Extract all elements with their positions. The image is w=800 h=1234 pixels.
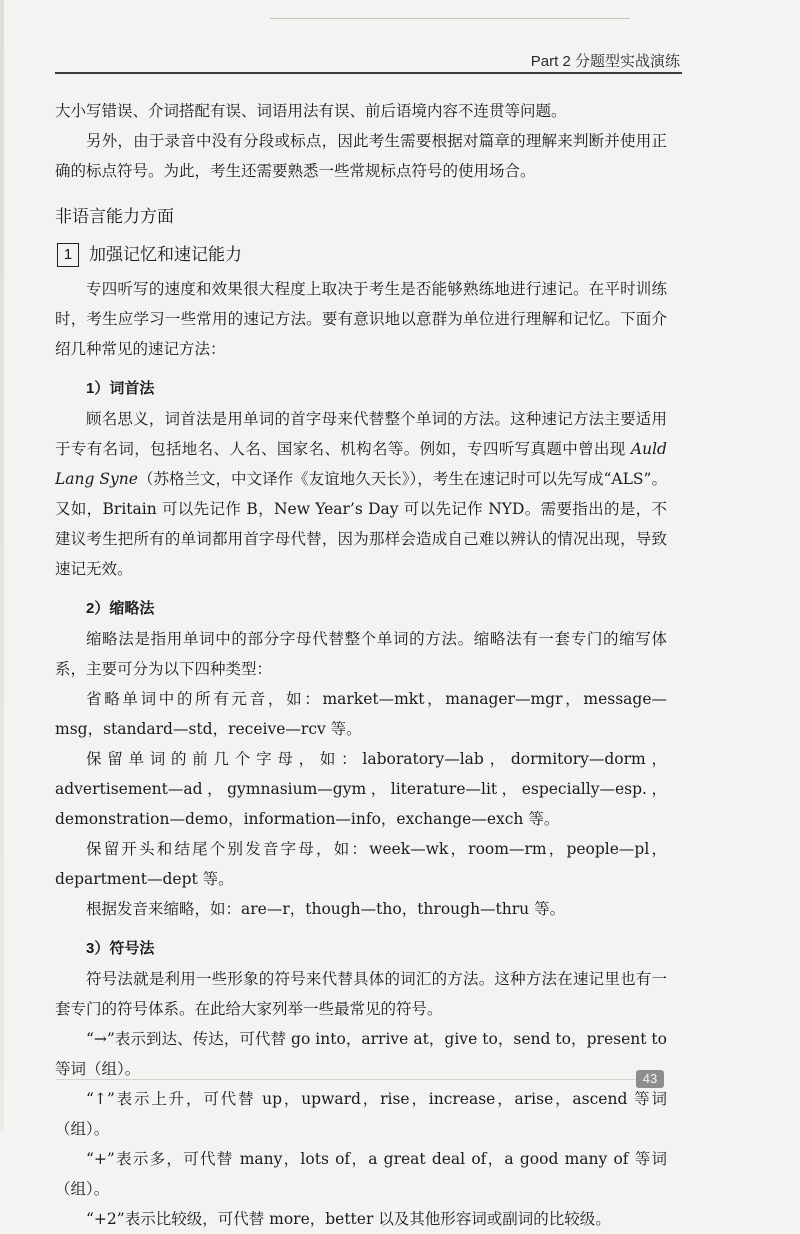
- section-title: 非语言能力方面: [55, 207, 174, 226]
- running-header: [531, 50, 680, 71]
- symbol-item: “→”表示到达、传达，可代替 go into，arrive at，give to，send to，present to 等词（组）。: [55, 1030, 667, 1078]
- top-decorative-rule: [270, 18, 630, 19]
- header-title: 分题型实战演练: [574, 53, 680, 70]
- paragraph-continued: 大小写错误、介词搭配有误、词语用法有误、前后语境内容不连贯等问题。: [55, 102, 567, 120]
- method-initials-text: [55, 404, 667, 584]
- footer-rule: [56, 1079, 636, 1080]
- method-initials-text-a: 顾名思义，词首法是用单词的首字母来代替整个单词的方法。这种速记方法主要适用于专有名词，包括地名、人名、国家名、机构名等。例如，专四听写真题中曾出现: [55, 410, 667, 458]
- intro-paragraph: 专四听写的速度和效果很大程度上取决于考生是否能够熟练地进行速记。在平时训练时，考生应学习一些常用的速记方法。要有意识地以意群为单位进行理解和记忆。下面介绍几种常见的速记方法：: [55, 280, 667, 358]
- header-part: Part 2: [530, 53, 571, 70]
- method-initials-text-b: （苏格兰文，中文译作《友谊地久天长》），考生在速记时可以先写成“ALS”。又如，Britain 可以先记作 B，New Year’s Day 可以先记作 NYD。需要指出的是，不建议考生把所有的单词都用首字母代替，因为那样会造成自己难以辨认的情况出现，导致速记无效。: [55, 470, 667, 578]
- abbreviation-type: 保留单词的前几个字母，如：laboratory—lab，dormitory—dorm，advertisement—ad，gymnasium—gym，literature—lit，especially—esp.，demonstration—demo，information—info，exchange—exch 等。: [55, 750, 667, 828]
- page-edge: [0, 0, 4, 1132]
- abbreviation-type: 根据发音来缩略，如：are—r，though—tho，through—thru 等。: [86, 900, 566, 918]
- symbol-item: “↑”表示上升，可代替 up，upward，rise，increase，arise，ascend 等词（组）。: [55, 1090, 667, 1138]
- page-content: [55, 96, 667, 1234]
- header-rule: [55, 72, 682, 74]
- song-title-italic: Auld Lang Syne: [55, 440, 667, 488]
- subsection-number-box: 1: [57, 243, 79, 267]
- subsection-title: 加强记忆和速记能力: [89, 245, 242, 264]
- method-symbols-text: 符号法就是利用一些形象的符号来代替具体的词汇的方法。这种方法在速记里也有一套专门的符号体系。在此给大家列举一些最常见的符号。: [55, 970, 667, 1018]
- method-title-abbreviation: 2）缩略法: [86, 600, 155, 617]
- symbol-item: “+2”表示比较级，可代替 more，better 以及其他形容词或副词的比较级。: [86, 1210, 611, 1228]
- paragraph-punctuation: 另外，由于录音中没有分段或标点，因此考生需要根据对篇章的理解来判断并使用正确的标点符号。为此，考生还需要熟悉一些常规标点符号的使用场合。: [55, 132, 667, 180]
- method-title-symbols: 3）符号法: [86, 940, 155, 957]
- method-abbreviation-text: 缩略法是指用单词中的部分字母代替整个单词的方法。缩略法有一套专门的缩写体系，主要可分为以下四种类型：: [55, 630, 667, 678]
- subsection-heading: [55, 240, 667, 270]
- method-title-initials: 1）词首法: [86, 380, 155, 397]
- page-number: 43: [636, 1070, 664, 1088]
- symbol-item: “+”表示多，可代替 many，lots of，a great deal of，a good many of 等词（组）。: [55, 1150, 667, 1198]
- abbreviation-type: 省略单词中的所有元音，如：market—mkt，manager—mgr，message—msg，standard—std，receive—rcv 等。: [55, 690, 667, 738]
- abbreviation-type: 保留开头和结尾个别发音字母，如：week—wk，room—rm，people—pl，department—dept 等。: [55, 840, 667, 888]
